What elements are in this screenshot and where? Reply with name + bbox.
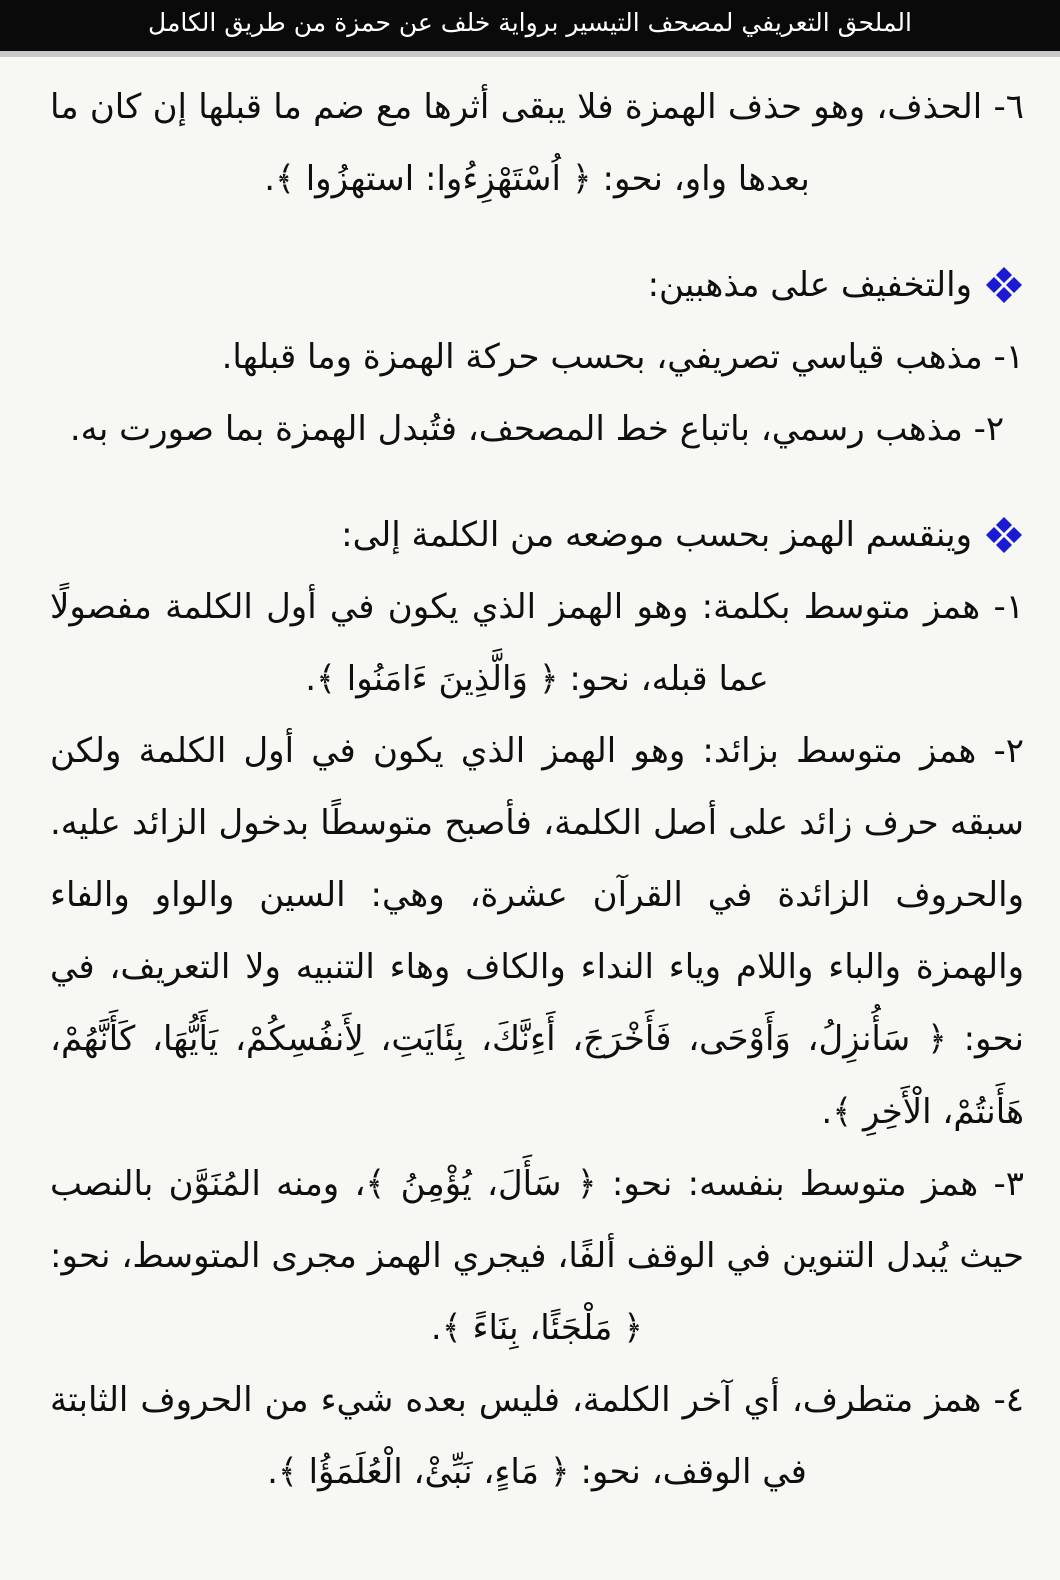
page-body <box>0 57 1060 1508</box>
four-diamonds-bullet-icon <box>984 515 1024 555</box>
page-header-title: الملحق التعريفي لمصحف التيسير برواية خلف عن حمزة من طريق الكامل <box>148 8 912 37</box>
takhfif-item-2: ٢- مذهب رسمي، باتباع خط المصحف، فتُبدل الهمزة بما صورت به. <box>69 408 1005 449</box>
section-takhfif <box>50 249 1024 321</box>
item-6-hadhf-paragraph: ٦- الحذف، وهو حذف الهمزة فلا يبقى أثرها مع ضم ما قبلها إن كان ما بعدها واو، نحو: ﴿ اُسْتَهْزِءُوا: استهزُوا ﴾. <box>50 86 1024 199</box>
hamz-item-3-mutawassit-binafsih: ٣- همز متوسط بنفسه: نحو: ﴿ سَأَلَ، يُؤْمِنُ ﴾، ومنه المُنَوَّن بالنصب حيث يُبدل التنوين في الوقف ألفًا، فيجري الهمز مجرى المتوسط، نحو: ﴿ مَلْجَئًا، بِنَاءً ﴾. <box>50 1163 1024 1348</box>
page-header <box>0 0 1060 57</box>
section-takhfif-heading: والتخفيف على مذهبين: <box>647 264 972 305</box>
takhfif-item-1: ١- مذهب قياسي تصريفي، بحسب حركة الهمزة وما قبلها. <box>221 336 1024 377</box>
hamz-item-1-mutawassit-bikalima: ١- همز متوسط بكلمة: وهو الهمز الذي يكون في أول الكلمة مفصولًا عما قبله، نحو: ﴿ وَالَّذِينَ ءَامَنُوا ﴾. <box>50 586 1024 700</box>
hamz-item-2-mutawassit-bizaid: ٢- همز متوسط بزائد: وهو الهمز الذي يكون في أول الكلمة ولكن سبقه حرف زائد على أصل الكلمة، فأصبح متوسطًا بدخول الزائد عليه. والحروف الزائدة في القرآن عشرة، وهي: السين والواو والفاء والهمزة والباء واللام وياء النداء والكاف وهاء التنبيه ولا التعريف، في نحو: ﴿ سَأُنزِلُ، وَأَوْحَى، فَأَخْرَجَ، أَءِنَّكَ، بِئَايَتِ، لِأَنفُسِكُمْ، يَأَيُّهَا، كَأَنَّهُمْ، هَأَنتُمْ، الْأَخِرِ ﴾. <box>50 731 1024 1132</box>
four-diamonds-bullet-icon <box>984 265 1024 305</box>
section-hamz-positions-heading: وينقسم الهمز بحسب موضعه من الكلمة إلى: <box>341 514 972 555</box>
section-hamz-positions <box>50 499 1024 571</box>
hamz-item-4-mutatarrif: ٤- همز متطرف، أي آخر الكلمة، فليس بعده شيء من الحروف الثابتة في الوقف، نحو: ﴿ مَاءٍ، نَبِّئْ، الْعُلَمَؤُا ﴾. <box>50 1379 1024 1492</box>
